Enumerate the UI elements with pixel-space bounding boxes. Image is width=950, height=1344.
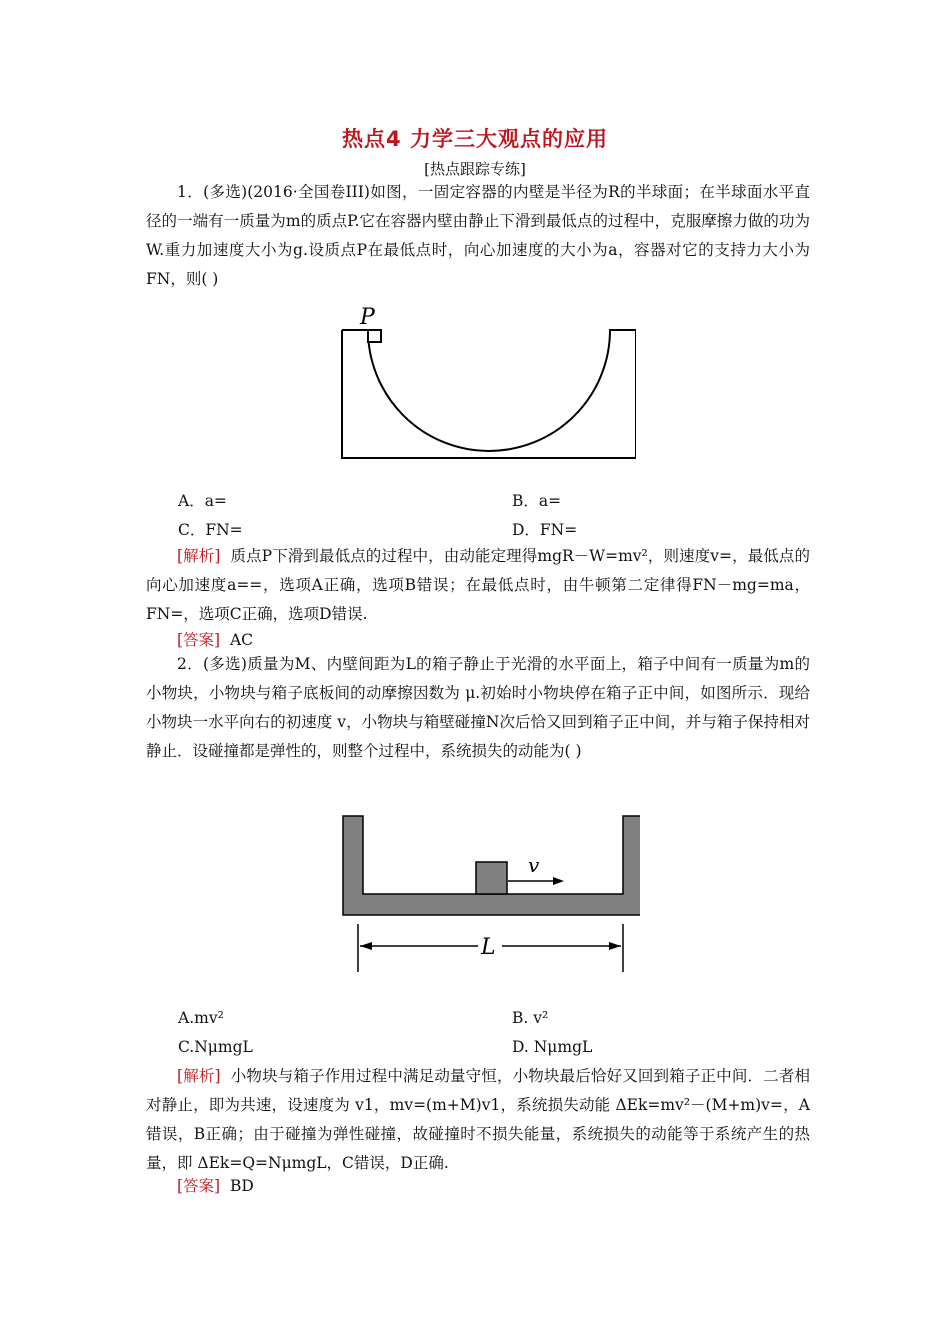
q2-box-figure bbox=[340, 812, 640, 974]
velocity-label: v bbox=[528, 853, 540, 877]
container-outline bbox=[342, 330, 636, 451]
page-title: 热点4 力学三大观点的应用 bbox=[342, 127, 608, 151]
dim-arrow-left bbox=[360, 942, 372, 950]
answer-tag: [答案] bbox=[177, 631, 221, 649]
analysis-text: 质点P下滑到最低点的过程中，由动能定理得mgR－W=mv²，则速度v=，最低点的向心加速度a==，选项A正确，选项B错误；在最低点时，由牛顿第二定律得FN－mg=ma，FN=，选项C正确，选项D错误. bbox=[146, 547, 810, 623]
q2-option-d: D. NμmgL bbox=[512, 1038, 593, 1056]
q2-option-b: B. v² bbox=[512, 1009, 549, 1027]
answer-text: AC bbox=[229, 631, 254, 649]
q2-option-c: C.NμmgL bbox=[178, 1038, 253, 1056]
analysis-tag: [解析] bbox=[177, 547, 221, 565]
analysis-text: 小物块与箱子作用过程中满足动量守恒，小物块最后恰好又回到箱子正中间．二者相对静止，即为共速，设速度为 v1，mv=(m+M)v1，系统损失动能 ΔEk=mv²－(M+m)v=，A错误，B正确；由于碰撞为弹性碰撞，故碰撞时不损失能量，系统损失的动能等于系统产生的热量，即 ΔEk=Q=NμmgL，C错误，D正确. bbox=[146, 1067, 810, 1172]
dim-arrow-right bbox=[609, 942, 621, 950]
particle-p bbox=[368, 330, 381, 342]
q2-option-a: A.mv² bbox=[178, 1009, 224, 1027]
q1-answer bbox=[177, 628, 253, 650]
q2-analysis bbox=[146, 1062, 810, 1178]
q1-analysis bbox=[146, 542, 810, 629]
q1-option-b: B．a= bbox=[512, 492, 562, 510]
small-block bbox=[476, 862, 507, 894]
q1-stem: 1．(多选)(2016·全国卷III)如图，一固定容器的内壁是半径为R的半球面；在半球面水平直径的一端有一质量为m的质点P.它在容器内壁由静止下滑到最低点的过程中，克服摩擦力做的功为W.重力加速度大小为g.设质点P在最低点时，向心加速度的大小为a，容器对它的支持力大小为FN，则( ) bbox=[146, 183, 810, 288]
answer-tag: [答案] bbox=[177, 1177, 221, 1195]
q1-option-a: A．a= bbox=[178, 492, 227, 510]
q2-answer bbox=[177, 1174, 254, 1196]
q1-option-d: D．FN= bbox=[512, 521, 578, 539]
section-subtitle: [热点跟踪专练] bbox=[424, 160, 526, 178]
answer-text: BD bbox=[229, 1177, 254, 1195]
q1-option-c: C．FN= bbox=[178, 521, 243, 539]
length-label: L bbox=[481, 935, 496, 960]
velocity-arrowhead bbox=[553, 877, 564, 885]
q1-hemisphere-figure bbox=[336, 302, 636, 462]
particle-label: P bbox=[360, 305, 375, 330]
q2-stem: 2．(多选)质量为M、内壁间距为L的箱子静止于光滑的水平面上，箱子中间有一质量为m的小物块，小物块与箱子底板间的动摩擦因数为 μ.初始时小物块停在箱子正中间，如图所示．现给小物块一水平向右的初速度 v，小物块与箱壁碰撞N次后恰又回到箱子正中间，并与箱子保持相对静止．设碰撞都是弹性的，则整个过程中，系统损失的动能为( ) bbox=[146, 655, 810, 760]
analysis-tag: [解析] bbox=[177, 1067, 221, 1085]
